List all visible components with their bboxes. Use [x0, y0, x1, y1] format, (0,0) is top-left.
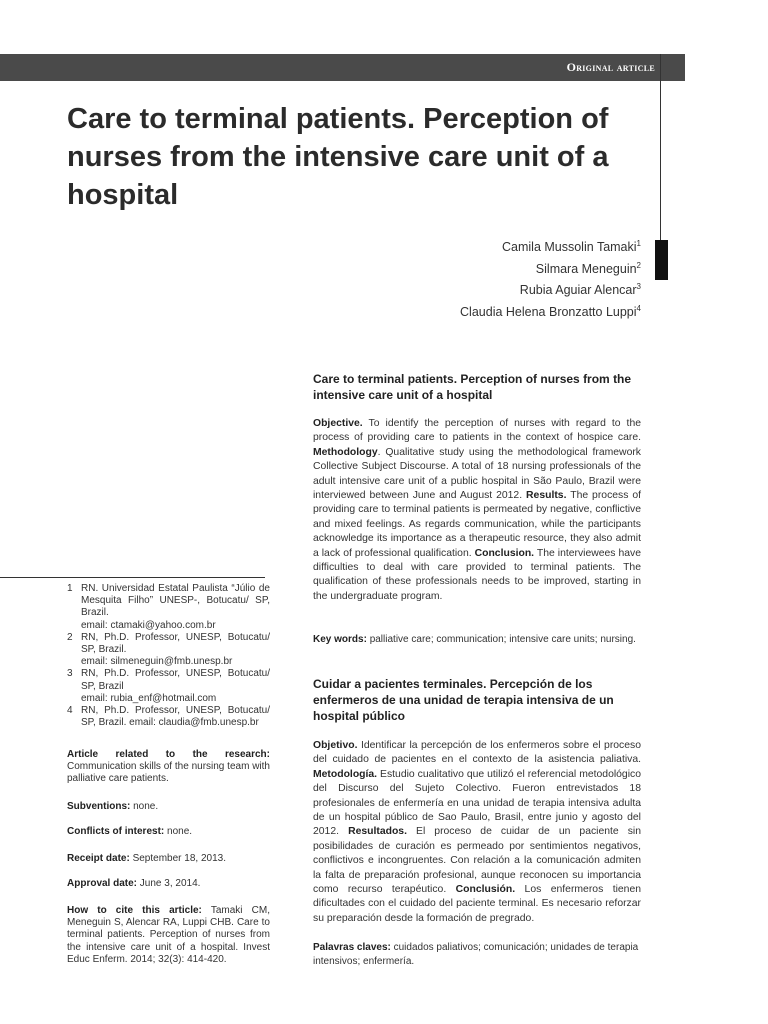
affiliation-item: 1 RN. Universidad Estatal Paulista “Júlio de Mesquita Filho” UNESP-, Botucatu/ SP, Brazil. email: ctamaki@yahoo.com.br [67, 583, 270, 631]
abstract-body-es: Objetivo. Identificar la percepción de los enfermeros sobre el proceso del cuidado de pacientes en el contexto de la asistencia paliativa. Metodología. Estudio cualitativo que utilizó el referencial metodológico del Discurso del Sujeto Colectivo. Fueron entrevistados 18 profesionales de enfermería en una unidad de terapia intensiva adulta de un hospital público de Sao Paulo, Brasil, entre junio y agosto del 2012. Resultados. El proceso de cuidar de un paciente sin posibilidades de curación es permeado por sentimientos negativos, conflictivos e incongruentes. Con relación a la comunicación admiten la falta de preparación profesional, aunque reconocen su importancia como recurso terapéutico. Conclusión. Los enfermeros tienen dificultades con el cuidado del paciente terminal. Es necesario reforzar su preparación desde la formación de pregrado. [313, 740, 642, 924]
side-tab-marker [655, 240, 668, 280]
affiliation-email: email: rubia_enf@hotmail.com [81, 692, 217, 704]
approval-date: Approval date: June 3, 2014. [67, 878, 201, 889]
vertical-rule [660, 54, 661, 240]
section-label: Original article [566, 60, 655, 74]
author-list [460, 235, 641, 322]
keywords-es: Palavras claves: cuidados paliativos; comunicación; unidades de terapia intensivos; enfermería. [313, 942, 639, 967]
subventions-note: Subventions: none. [67, 801, 159, 812]
conflicts-note: Conflicts of interest: none. [67, 826, 193, 837]
affiliation-list [67, 583, 270, 729]
citation-note: How to cite this article: Tamaki CM, Meneguin S, Alencar RA, Luppi CHB. Care to terminal patients. Perception of nurses from the intensive care unit of a hospital. Invest Educ Enferm. 2014; 32(3): 414-420. [67, 905, 270, 965]
abstract-title-en: Care to terminal patients. Perception of nurses from the intensive care unit of a hospital [313, 372, 632, 402]
affiliation-email: email: silmeneguin@fmb.unesp.br [81, 656, 233, 668]
abstract-body-en: Objective. To identify the perception of nurses with regard to the process of providing care to patients in the context of hospice care. Methodology. Qualitative study using the methodological framework Collective Subject Discourse. A total of 18 nursing professionals of the adult intensive care unit of a public hospital in São Paulo, Brazil were interviewed between June and August 2012. Results. The process of providing care to terminal patients is permeated by negative, conflictive and mixed feelings. As regards communication, while the participants acknowledge its importance as a therapeutic resource, they also admit a lack of professional qualification. Conclusion. The interviewees have difficulties to deal with care provided to terminal patients. The qualification of these professionals needs to be improved, starting in the undergraduate program. [313, 418, 642, 602]
section-header-bar [0, 54, 685, 81]
affiliation-item: 2 RN, Ph.D. Professor, UNESP, Botucatu/ SP, Brazil. email: silmeneguin@fmb.unesp.br [67, 631, 270, 668]
author: Claudia Helena Bronzatto Luppi$^4$ [460, 303, 641, 320]
affiliation-divider [0, 577, 265, 578]
author: Camila Mussolin Tamaki$^1$ [502, 239, 641, 255]
author: Rubia Aguiar Alencar$^3$ [519, 282, 641, 298]
receipt-date: Receipt date: September 18, 2013. [67, 853, 226, 864]
affiliation-item: 4 RN, Ph.D. Professor, UNESP, Botucatu/ SP, Brazil. email: claudia@fmb.unesp.br [67, 705, 270, 729]
article-related-note: Article related to the research: Communication skills of the nursing team with palliative care patients. [67, 749, 270, 785]
keywords-en: Key words: palliative care; communication; intensive care units; nursing. [313, 634, 636, 645]
article-title: Care to terminal patients. Perception of nurses from the intensive care unit of a hospital [67, 103, 609, 211]
affiliation-item: 3 RN, Ph.D. Professor, UNESP, Botucatu/ SP, Brazil email: rubia_enf@hotmail.com [67, 668, 270, 704]
affiliation-email: email: ctamaki@yahoo.com.br [81, 619, 216, 631]
abstract-title-es: Cuidar a pacientes terminales. Percepción de los enfermeros de una unidad de terapia intensiva de un hospital público [313, 677, 614, 723]
author: Silmara Meneguin$^2$ [535, 260, 641, 276]
